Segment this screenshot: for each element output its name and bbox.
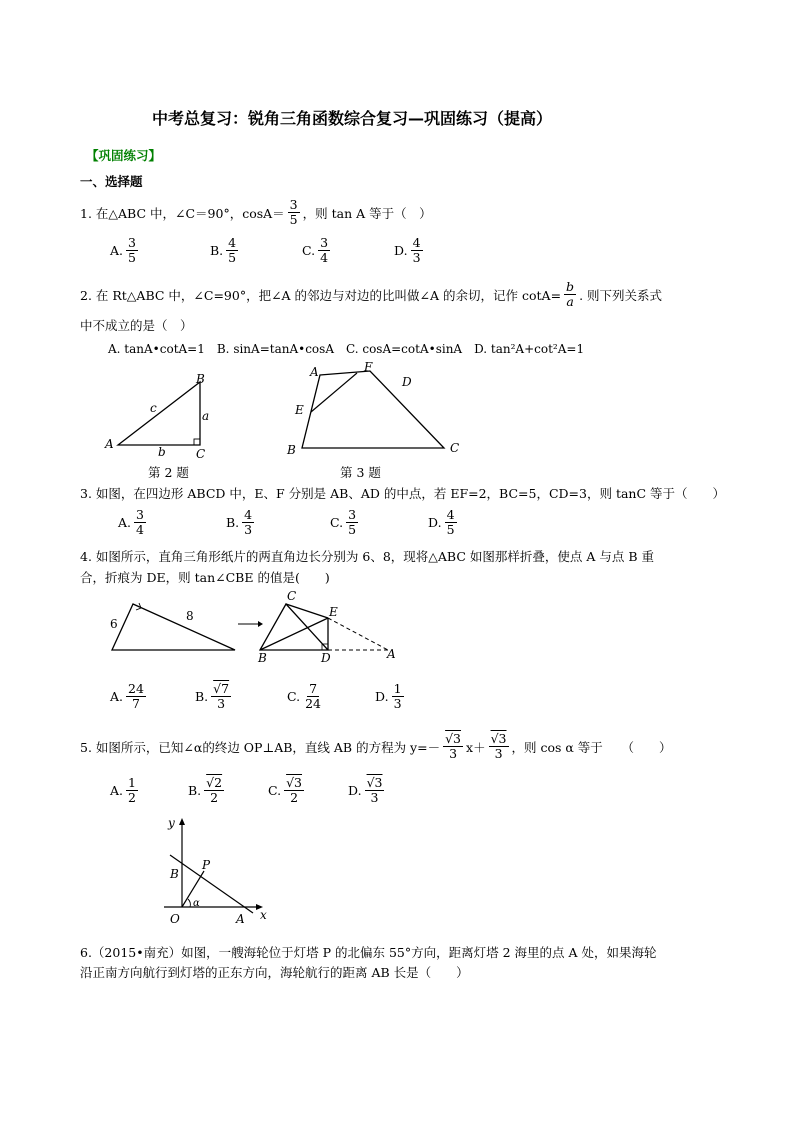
q5-option-b: B. $\frac{√2}{2}$: [188, 775, 223, 805]
question-6-line1: 6.（2015•南充）如图，一艘海轮位于灯塔 P 的北偏东 55°方向，距离灯塔 2 海里的点 A 处，如果海轮: [80, 945, 657, 960]
fig2-label-b: b: [158, 445, 166, 459]
q2-options: A. tanA•cotA=1 B. sinA=tanA•cosA C. cosA=cotA•sinA D. tan²A+cot²A=1: [108, 342, 585, 356]
fig5-label-x: x: [260, 908, 267, 922]
fig5-label-O: O: [170, 912, 180, 925]
question-3: 3. 如图，在四边形 ABCD 中，E、F 分别是 AB、AD 的中点，若 EF=2，BC=5，CD=3，则 tanC 等于（ ）: [80, 486, 726, 501]
q1-option-a: A. $\frac{3}{5}$: [110, 235, 136, 265]
q4-option-a: A. $\frac{24}{7}$: [110, 681, 144, 711]
fig5-label-A: A: [236, 912, 245, 925]
fig4-label-8: 8: [186, 609, 194, 623]
q3-option-b: B. $\frac{4}{3}$: [226, 507, 253, 537]
figure-q4-folding: [100, 588, 410, 666]
page-title: 中考总复习：锐角三角函数综合复习—巩固练习（提高）: [152, 109, 553, 128]
q3-option-d: D. $\frac{4}{5}$: [428, 507, 455, 537]
q2-text-a: 2. 在 Rt△ABC 中，∠C=90°，把∠A 的邻边与对边的比叫做∠A 的余切，记作 cotA=: [80, 287, 562, 303]
fig4-label-C: C: [287, 589, 297, 603]
q5-fraction-1: $\frac{√3}{3}$: [445, 731, 462, 761]
fig2-label-a: a: [202, 409, 210, 423]
fig3-label-F: F: [364, 362, 373, 374]
q1-options: [110, 236, 454, 265]
q5-option-a: A. $\frac{1}{2}$: [110, 775, 136, 805]
q5-text-mid: x＋: [466, 739, 486, 755]
fig2-label-B: B: [196, 372, 205, 386]
q1-option-c: C. $\frac{3}{4}$: [302, 235, 329, 265]
figure-q3-quadrilateral: [282, 362, 472, 462]
question-2: [80, 280, 662, 309]
figure-q2-triangle: [100, 370, 220, 460]
q5-text-a: 5. 如图所示，已知∠α的终边 OP⊥AB，直线 AB 的方程为 y=－: [80, 739, 441, 755]
q1-option-d: D. $\frac{4}{3}$: [394, 235, 421, 265]
q4-options: [110, 682, 435, 711]
q2-fraction: $\frac{b}{a}$: [566, 279, 575, 309]
fig3-label-B: B: [287, 443, 296, 457]
question-5: [80, 732, 672, 761]
question-4-line2: 合，折痕为 DE，则 tan∠CBE 的值是( ): [80, 570, 330, 585]
q5-option-d: D. $\frac{√3}{3}$: [348, 775, 383, 805]
part-heading: 一、选择题: [80, 174, 143, 189]
fig3-label-A: A: [310, 365, 319, 379]
q5-fraction-2: $\frac{√3}{3}$: [490, 731, 507, 761]
fig3-label-E: E: [295, 403, 304, 417]
fig4-label-A: A: [387, 647, 396, 661]
fig2-label-C: C: [196, 447, 206, 460]
question-4-line1: 4. 如图所示，直角三角形纸片的两直角边长分别为 6、8，现将△ABC 如图那样折叠，使点 A 与点 B 重: [80, 549, 654, 564]
fig2-label-A: A: [105, 437, 114, 451]
q4-option-b: B. $\frac{√7}{3}$: [195, 681, 230, 711]
q4-option-c: C. $\frac{7}{24}$: [287, 681, 321, 711]
figure-q5-coordinate: [160, 815, 280, 925]
fig5-label-alpha: α: [193, 898, 200, 909]
fig2-label-c: c: [150, 401, 157, 415]
question-1: [80, 198, 432, 227]
q3-option-c: C. $\frac{3}{5}$: [330, 507, 357, 537]
fig4-label-B: B: [258, 651, 267, 665]
fig3-caption: 第 3 题: [340, 465, 381, 480]
q1-text-b: ，则 tan A 等于（ ）: [302, 205, 432, 221]
q2-text-b: . 则下列关系式: [579, 287, 663, 303]
fig5-label-B: B: [170, 867, 179, 881]
fig5-label-y: y: [168, 816, 175, 830]
q5-text-b: ，则 cos α 等于 （ ）: [511, 739, 672, 755]
fig5-label-P: P: [202, 858, 211, 872]
q5-option-c: C. $\frac{√3}{2}$: [268, 775, 303, 805]
fig4-label-D: D: [321, 651, 331, 665]
q4-option-d: D. $\frac{1}{3}$: [375, 681, 402, 711]
q1-fraction: $\frac{3}{5}$: [289, 197, 298, 227]
fig4-label-E: E: [329, 605, 338, 619]
question-6-line2: 沿正南方向航行到灯塔的正东方向，海轮航行的距离 AB 长是（ ）: [80, 965, 469, 980]
q1-option-b: B. $\frac{4}{5}$: [210, 235, 237, 265]
section-tag: 【巩固练习】: [86, 148, 162, 163]
q3-options: [118, 508, 488, 537]
q2-line2: 中不成立的是（ ）: [80, 318, 193, 333]
fig3-label-D: D: [402, 375, 412, 389]
q3-option-a: A. $\frac{3}{4}$: [118, 507, 144, 537]
q1-text-a: 1. 在△ABC 中，∠C＝90°，cosA＝: [80, 205, 285, 221]
fig4-label-6: 6: [110, 617, 118, 631]
q5-options: [110, 776, 408, 805]
fig2-caption: 第 2 题: [148, 465, 189, 480]
fig3-label-C: C: [450, 441, 460, 455]
